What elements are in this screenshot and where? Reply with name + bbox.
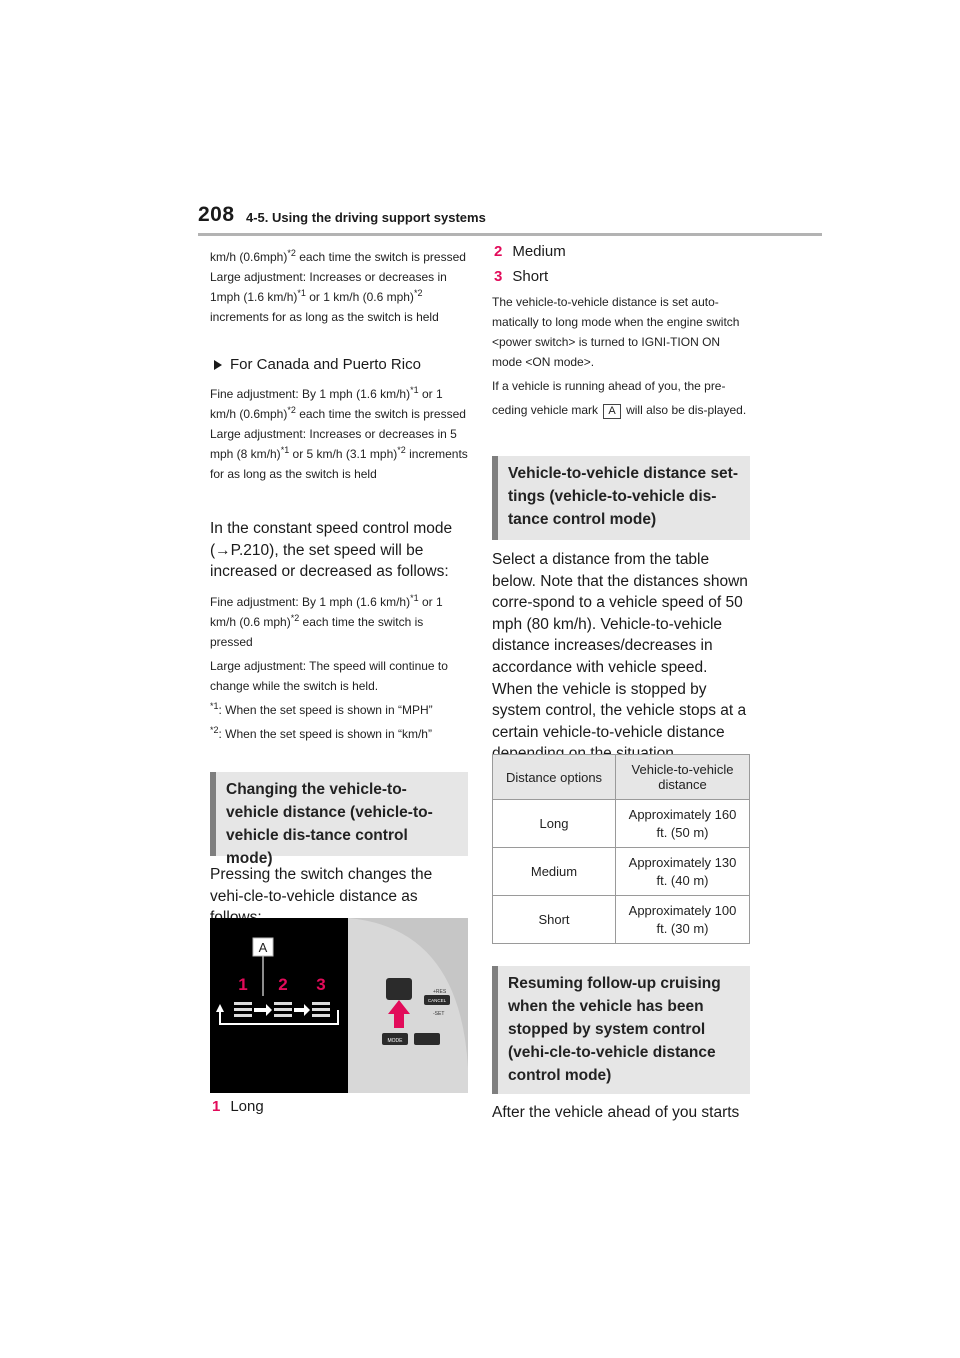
table-cell-option: Long <box>493 800 616 848</box>
paragraph-fine-adjust-canada: Fine adjustment: By 1 mph (1.6 km/h)$^{*1}$ or 1 km/h $(0.6mph)^{*2}$ each time the switch is pressed <box>210 385 466 421</box>
left-column-2 <box>210 384 468 484</box>
heading-box-changing-distance: Changing the vehicle-to-vehicle distance (vehicle-to-vehicle dis-tance control mode) <box>210 772 468 856</box>
label-res: +RES <box>433 989 447 995</box>
label-mode: MODE <box>387 1038 403 1044</box>
distance-bars-icon <box>234 1002 330 1017</box>
figure-number-1: 1 <box>238 975 248 994</box>
figure-number-2: 2 <box>278 975 288 994</box>
table-cell-option: Medium <box>493 848 616 896</box>
table-row <box>493 896 750 944</box>
table-row <box>493 800 750 848</box>
callout-a-inline: A <box>603 404 620 419</box>
footnote-1: $^{*1}$: When the set speed is shown in “MPH” <box>210 701 433 717</box>
figure-number-3: 3 <box>316 975 326 994</box>
triangle-bullet-icon <box>214 360 222 370</box>
table-row <box>493 848 750 896</box>
paragraph-after-vehicle-ahead: After the vehicle ahead of you starts <box>492 1104 740 1121</box>
bullet-heading-canada: For Canada and Puerto Rico <box>214 356 421 373</box>
page-number: 208 <box>198 203 235 226</box>
table-cell-option: Short <box>493 896 616 944</box>
section-title: 4-5. Using the driving support systems <box>246 210 486 225</box>
label-set: -SET <box>433 1011 445 1017</box>
paragraph-fine-adjust-constant: Fine adjustment: By 1 mph (1.6 km/h)$^{*1}$ or 1 km/h (0.6 mph)$^{*2}$ each time the switch is pressed <box>210 593 443 649</box>
paragraph-large-adjust: Large adjustment: Increases or decreases in 1mph (1.6 km/h)$^{*1}$ or 1 km/h (0.6 mph)$^{*2}$ increments for as long as the switch is held <box>210 270 447 324</box>
table-cell-distance: Approximately 130 ft. (40 m) <box>616 848 750 896</box>
distance-options-table <box>492 754 750 944</box>
paragraph-select-distance: Select a distance from the table below. Note that the distances shown corre-spond to a vehicle speed of 50 mph (80 km/h). Vehicle-to-vehicle distance increases/decreases in accordance with vehicle speed. When the vehicle is stopped by system control, the vehicle stops at a certain vehicle-to-vehicle distance <box>492 551 748 741</box>
table-header-distance: Vehicle-to-vehicle distance <box>616 755 750 800</box>
paragraph-auto-long-mode: The vehicle-to-vehicle distance is set auto-matically to long mode when the engine switch <power switch> is turned to IGNI-TION ON mode <ON mode>. <box>492 295 740 369</box>
paragraph-large-adjust-constant: Large adjustment: The speed will continue to change while the switch is held. <box>210 659 448 693</box>
heading-box-resuming-cruise: Resuming follow-up cruising when the vehicle has been stopped by system control (vehi-cle-to-vehicle distance control mode) <box>492 966 750 1094</box>
paragraph-preceding-vehicle: If a vehicle is running ahead of you, the pre-ceding vehicle mark A will also be dis-played. <box>492 379 747 417</box>
left-column <box>210 247 468 327</box>
paragraph-large-adjust-canada: Large adjustment: Increases or decreases in 5 mph (8 km/h)$^{*1}$ or 5 km/h (3.1 mph)$^{*2}$ increments for as long as the switch is held <box>210 427 468 481</box>
steering-switch-illustration <box>210 918 468 1093</box>
header-rule <box>198 233 822 236</box>
distance-button-icon <box>386 978 412 1000</box>
table-cell-distance: Approximately 100 ft. (30 m) <box>616 896 750 944</box>
list-item-long: 1 Long <box>212 1098 264 1115</box>
heading-box-distance-settings: Vehicle-to-vehicle distance set-tings (vehicle-to-vehicle dis-tance control mode) <box>492 456 750 540</box>
list-item-medium: 2 Medium <box>494 243 566 260</box>
paragraph-fine-adjust-cont: km/h $(0.6mph)^{*2}$ each time the switch is pressed <box>210 248 466 264</box>
footnote-2: $^{*2}$: When the set speed is shown in “km/h” <box>210 725 432 741</box>
steering-switch-figure <box>210 918 468 1093</box>
left-column-3 <box>210 592 468 744</box>
label-cancel: CANCEL <box>427 998 447 1003</box>
list-item-short: 3 Short <box>494 268 549 285</box>
callout-a-label: A <box>258 940 268 955</box>
table-header-distance-options: Distance options <box>493 755 616 800</box>
paragraph-pressing-switch: Pressing the switch changes the vehi-cle-to-vehicle distance as <box>210 866 433 905</box>
table-cell-distance: Approximately 160 ft. (50 m) <box>616 800 750 848</box>
paragraph-constant-speed: In the constant speed control mode (→P.210), the set speed will be increased or decreased as follows: <box>210 520 453 581</box>
